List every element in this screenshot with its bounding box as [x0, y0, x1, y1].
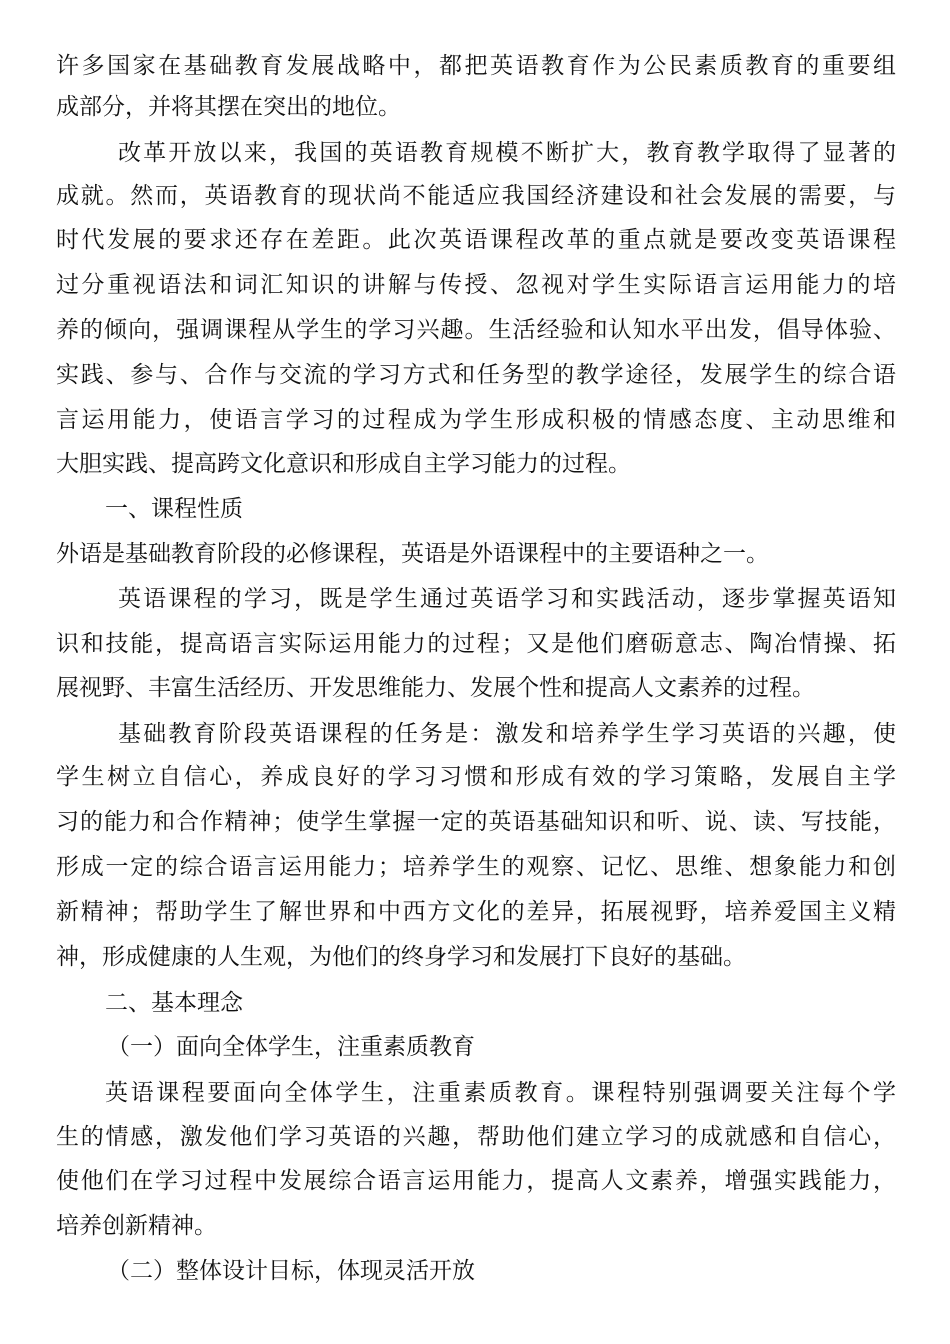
text-line: 基础教育阶段英语课程的任务是：激发和培养学生学习英语的兴趣，使: [118, 721, 896, 747]
subsection-heading: （一）面向全体学生，注重素质教育: [107, 1034, 475, 1060]
text-line: 时代发展的要求还存在差距。此次英语课程改革的重点就是要改变英语课程: [56, 227, 896, 253]
text-line: 展视野、丰富生活经历、开发思维能力、发展个性和提高人文素养的过程。: [56, 675, 815, 701]
text-line: 成部分，并将其摆在突出的地位。: [56, 94, 401, 120]
text-line: 习的能力和合作精神；使学生掌握一定的英语基础知识和听、说、读、写技能，: [56, 809, 896, 835]
text-line: 学生树立自信心，养成良好的学习习惯和形成有效的学习策略，发展自主学: [56, 764, 896, 790]
text-line: 新精神；帮助学生了解世界和中西方文化的差异，拓展视野，培养爱国主义精: [56, 899, 896, 925]
subsection-heading: （二）整体设计目标，体现灵活开放: [107, 1258, 475, 1284]
section-heading: 一、课程性质: [105, 496, 243, 522]
text-line: 实践、参与、合作与交流的学习方式和任务型的教学途径，发展学生的综合语: [56, 362, 896, 388]
text-line: 成就。然而，英语教育的现状尚不能适应我国经济建设和社会发展的需要，与: [56, 183, 896, 209]
text-line: 过分重视语法和词汇知识的讲解与传授、忽视对学生实际语言运用能力的培: [56, 272, 896, 298]
text-line: 言运用能力，使语言学习的过程成为学生形成积极的情感态度、主动思维和: [56, 407, 896, 433]
text-line: 生的情感，激发他们学习英语的兴趣，帮助他们建立学习的成就感和自信心，: [56, 1124, 896, 1150]
text-line: 外语是基础教育阶段的必修课程，英语是外语课程中的主要语种之一。: [56, 541, 769, 567]
text-line: 养的倾向，强调课程从学生的学习兴趣。生活经验和认知水平出发，倡导体验、: [56, 317, 896, 343]
text-line: 改革开放以来，我国的英语教育规模不断扩大，教育教学取得了显著的: [118, 140, 896, 166]
section-heading: 二、基本理念: [105, 990, 243, 1016]
text-line: 许多国家在基础教育发展战略中，都把英语教育作为公民素质教育的重要组: [56, 53, 896, 79]
text-line: 大胆实践、提高跨文化意识和形成自主学习能力的过程。: [56, 451, 631, 477]
text-line: 英语课程的学习，既是学生通过英语学习和实践活动，逐步掌握英语知: [118, 586, 896, 612]
text-line: 英语课程要面向全体学生，注重素质教育。课程特别强调要关注每个学: [105, 1080, 896, 1106]
text-line: 形成一定的综合语言运用能力；培养学生的观察、记忆、思维、想象能力和创: [56, 854, 896, 880]
text-line: 神，形成健康的人生观，为他们的终身学习和发展打下良好的基础。: [56, 944, 746, 970]
text-line: 使他们在学习过程中发展综合语言运用能力，提高人文素养，增强实践能力，: [56, 1168, 896, 1194]
text-line: 培养创新精神。: [56, 1213, 217, 1239]
text-line: 识和技能，提高语言实际运用能力的过程；又是他们磨砺意志、陶冶情操、拓: [56, 631, 896, 657]
